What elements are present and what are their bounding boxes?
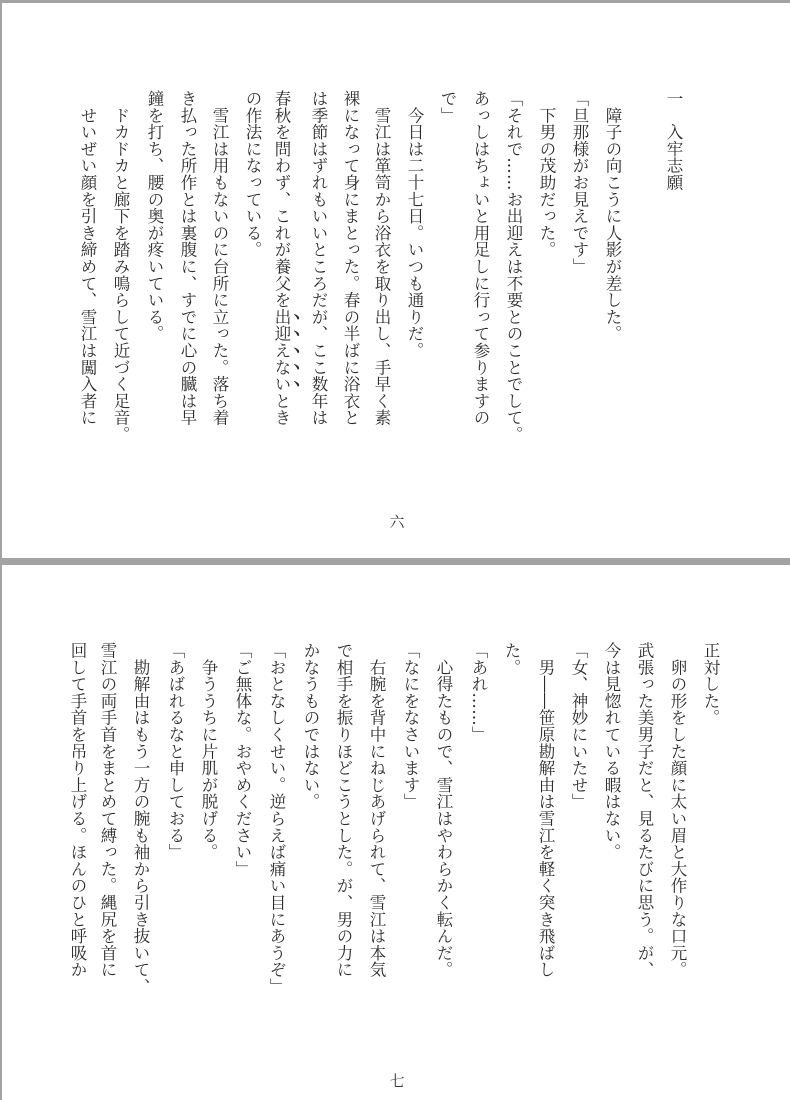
page-6 — [2, 3, 790, 558]
text-line: 「あれ……」 — [469, 642, 488, 743]
text-line: 心得たもので、雪江はやわらかく転んだ。 — [434, 642, 453, 978]
text-line: き払った所作とは裏腹に、すでに心の臓は早 — [178, 90, 197, 426]
text-line: 下男の茂助だった。 — [537, 90, 556, 258]
text-line: 今は見惚れている暇はない。 — [602, 642, 621, 861]
text-line: で相手を振りほどこうとした。が、男の力に — [334, 642, 353, 978]
emphasis-text: 出迎えない — [272, 308, 291, 393]
text-line: あっしはちょいと用足しに行って参りますの — [471, 90, 490, 426]
text-line: 障子の向こうに人影が差した。 — [603, 90, 622, 342]
text-line: は季節はずれもいいところだが、ここ数年は — [309, 90, 328, 426]
text-line: 雪江は用もないのに台所に立った。落ち着 — [210, 90, 229, 426]
text-line: 正対した。 — [701, 642, 720, 726]
text-line-with-emphasis: 春秋を問わず、これが養父を出迎えないとき — [272, 90, 291, 427]
text-line: 雪江の両手首をまとめて縛った。縄尻を首に — [98, 642, 117, 978]
text-line: かなうものではない。 — [301, 642, 320, 810]
text-line: 「ご無体な。おやめください」 — [233, 642, 252, 878]
text-line: 右腕を背中にねじあげられて、雪江は本気 — [367, 642, 386, 978]
text-line: ドカドカと廊下を踏み鳴らして近づく足音。 — [111, 90, 130, 443]
text-line: 卵の形をした顔に太い眉と大作りな口元。 — [668, 642, 687, 978]
text-line: の作法になっている。 — [243, 90, 262, 258]
text-line: た。 — [502, 642, 521, 676]
text-line: 「あばれるなと申しておる」 — [166, 642, 185, 861]
text-line: 「それで……お出迎えは不要とのことでして。 — [504, 90, 523, 443]
text-line: で」 — [438, 90, 457, 124]
page-number: 七 — [389, 1072, 405, 1090]
text-line: せいぜい顔を引き締めて、雪江は闖入者に — [78, 90, 97, 426]
text-line: 「女、神妙にいたせ」 — [569, 642, 588, 810]
text-line: 武張った美男子だと、見るたびに思う。が、 — [635, 642, 654, 978]
chapter-title: 一 入牢志願 — [664, 90, 683, 191]
text-line: 鐘を打ち、腰の奥が疼いている。 — [145, 90, 164, 342]
text-line: 今日は二十七日。いつも通りだ。 — [405, 90, 424, 359]
text-line: 男――笹原勘解由は雪江を軽く突き飛ばし — [536, 642, 555, 978]
text-line: 雪江は箪笥から浴衣を取り出し、手早く素 — [372, 90, 391, 426]
text-line: 「おとなしくせい。逆らえば痛い目にあうぞ」 — [267, 642, 286, 995]
text-line: 裸になって身にまとった。春の半ばに浴衣と — [341, 90, 360, 426]
text-line: 勘解由はもう一方の腕も袖から引き抜いて、 — [131, 642, 150, 995]
text-line: 「旦那様がお見えです」 — [570, 90, 589, 275]
text-line: 争ううちに片肌が脱げる。 — [199, 642, 218, 861]
text-line: 回して手首を吊り上げる。ほんのひと呼吸か — [68, 642, 87, 978]
page-number: 六 — [389, 513, 405, 531]
text-line: 「なにをなさいます」 — [401, 642, 420, 810]
page-7 — [2, 565, 790, 1100]
